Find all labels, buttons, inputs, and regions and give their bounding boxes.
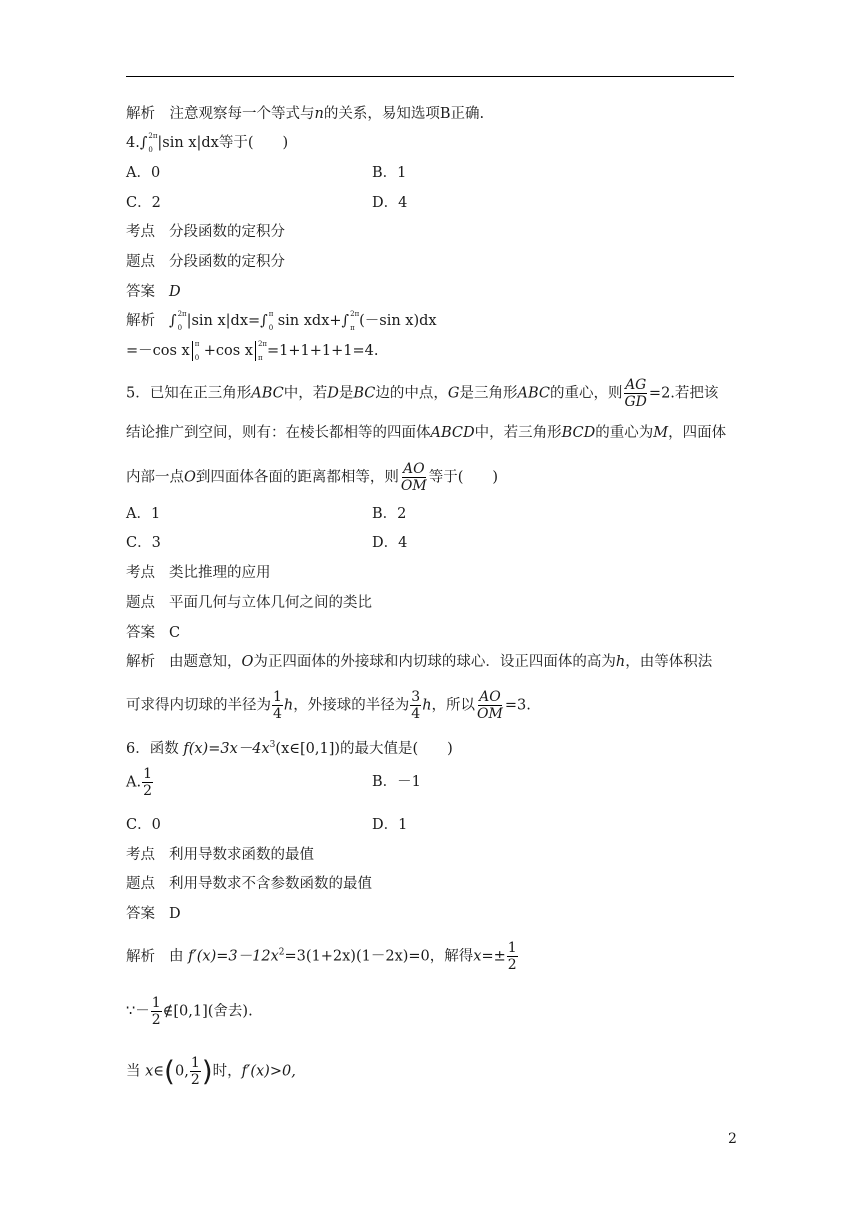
- q5-stem-2: [126, 423, 726, 443]
- q6-option-b: B．－1: [372, 774, 421, 790]
- text: 是三角形: [459, 385, 518, 402]
- text: 5．已知在正三角形: [126, 385, 252, 402]
- q5-stem-1: [126, 377, 718, 410]
- q5-solution-1: [126, 652, 712, 672]
- upper-limit: 2π: [148, 132, 158, 140]
- upper-limit: π: [194, 340, 200, 348]
- label: 解析: [126, 654, 155, 670]
- label: 答案: [126, 625, 155, 641]
- integral-limits: [349, 311, 359, 331]
- q6-answer: [126, 904, 181, 924]
- denominator: 2: [143, 783, 153, 799]
- denominator: OM: [400, 478, 427, 494]
- fraction: [476, 689, 504, 722]
- value: 分段函数的定积分: [169, 254, 285, 270]
- text: ∉[0,1](舍去).: [162, 1003, 253, 1020]
- denominator: 4: [411, 706, 421, 722]
- numerator: 1: [151, 995, 161, 1011]
- numerator: AO: [479, 689, 501, 705]
- var: G: [447, 385, 460, 402]
- label: 答案: [126, 906, 155, 922]
- question-number: 4.: [126, 135, 140, 151]
- q4-tidian: [126, 252, 285, 272]
- integral-limits: [268, 311, 278, 331]
- text: 由题意知，: [169, 654, 242, 670]
- label: A.: [126, 774, 142, 791]
- text: =－cos x: [126, 343, 190, 359]
- label: 考点: [126, 224, 155, 240]
- label: 题点: [126, 254, 155, 270]
- lower-limit: 0: [148, 146, 153, 154]
- q5-option-d: D．4: [372, 535, 408, 551]
- label: 题点: [126, 876, 155, 892]
- q3-solution-line: [126, 104, 484, 124]
- text: (－sin x)dx: [359, 313, 437, 329]
- text: 时，: [212, 1063, 242, 1080]
- text: sin xdx+: [277, 313, 342, 329]
- fraction: [624, 377, 648, 410]
- text: ，四面体: [668, 425, 727, 441]
- integral-sign: ∫: [169, 313, 177, 329]
- value: C: [169, 625, 181, 641]
- text: 解析 注意观察每一个等式与: [126, 106, 315, 122]
- numerator: 1: [190, 1055, 200, 1071]
- text: 是: [338, 385, 354, 402]
- question-text: |sin x|dx等于( ): [157, 135, 289, 151]
- fraction: [142, 766, 153, 799]
- integral-limits: [177, 311, 187, 331]
- header-rule: [126, 76, 734, 77]
- q6-option-c: C．0: [126, 817, 161, 833]
- text: 边的中点，: [375, 385, 448, 402]
- value: D: [169, 284, 181, 300]
- label: 解析: [126, 313, 155, 329]
- text: 中，若三角形: [474, 425, 562, 441]
- q4-stem: [126, 133, 288, 153]
- text: 的关系，易知选项B正确.: [323, 106, 485, 122]
- evaluation-bar: [192, 341, 204, 361]
- denominator: OM: [477, 706, 503, 722]
- text: ，所以: [431, 697, 476, 714]
- right-bracket: ): [201, 1054, 213, 1088]
- text: 6．函数: [126, 740, 179, 757]
- q5-tidian: [126, 593, 372, 613]
- lower-limit: π: [350, 324, 355, 332]
- numerator: 3: [411, 689, 421, 705]
- fraction: [410, 689, 421, 722]
- text: 到四面体各面的距离都相等，则: [195, 469, 399, 486]
- text: 由: [169, 948, 184, 965]
- label: 解析: [126, 948, 155, 965]
- label: 考点: [126, 847, 155, 863]
- lower-limit: 0: [177, 324, 183, 332]
- text: =1+1+1+1=4.: [266, 343, 379, 359]
- value: D: [169, 906, 181, 922]
- upper-limit: 2π: [350, 310, 360, 318]
- value: 分段函数的定积分: [169, 224, 285, 240]
- text: 0,: [174, 1063, 189, 1080]
- text: ，由等体积法: [625, 654, 713, 670]
- text: 的重心为: [595, 425, 654, 441]
- upper-limit: 2π: [177, 310, 187, 318]
- integral-sign: ∫: [260, 313, 268, 329]
- var: M: [653, 425, 669, 441]
- upper-limit: 2π: [257, 340, 268, 348]
- q5-solution-2: [126, 689, 531, 722]
- lower-limit: 0: [194, 354, 200, 362]
- q6-option-d: D．1: [372, 817, 408, 833]
- q5-answer: [126, 623, 180, 643]
- text: 内部一点: [126, 469, 184, 486]
- numerator: AG: [625, 377, 647, 393]
- denominator: 2: [190, 1072, 200, 1088]
- var: D: [327, 385, 339, 402]
- numerator: 1: [273, 689, 282, 705]
- formula: f′(x)>0,: [241, 1063, 296, 1080]
- text: =2.若把该: [648, 385, 719, 402]
- text: 结论推广到空间，则有：在棱长都相等的四面体: [126, 425, 431, 441]
- text: +cos x: [203, 343, 253, 359]
- var: O: [184, 469, 196, 486]
- lower-limit: 0: [268, 324, 274, 332]
- q6-tidian: [126, 874, 372, 894]
- q5-kaodian: [126, 563, 271, 583]
- fraction: [190, 1055, 201, 1088]
- value: 类比推理的应用: [169, 565, 271, 581]
- text: 中，若: [283, 385, 328, 402]
- q6-option-a: [126, 766, 154, 799]
- q4-option-c: C．2: [126, 195, 161, 211]
- denominator: 4: [273, 706, 282, 722]
- q4-answer: [126, 282, 181, 302]
- denominator: 2: [507, 957, 517, 973]
- text: (x∈[0,1])的最大值是( ): [275, 740, 453, 757]
- left-bracket: (: [164, 1054, 175, 1088]
- q4-option-a: A．0: [126, 165, 161, 181]
- q6-solution-3: [126, 1055, 296, 1088]
- value: 利用导数求函数的最值: [169, 847, 314, 863]
- q4-kaodian: [126, 222, 285, 242]
- upper-limit: π: [268, 310, 274, 318]
- text: =3.: [504, 697, 531, 714]
- value: 利用导数求不含参数函数的最值: [169, 876, 372, 892]
- fraction: [272, 689, 283, 722]
- text: =3(1+2x)(1－2x)=0，解得: [284, 948, 474, 965]
- text: ，外接球的半径为: [293, 697, 410, 714]
- denominator: 2: [151, 1012, 161, 1028]
- var: h: [283, 697, 294, 714]
- var-n: n: [314, 106, 324, 122]
- numerator: 1: [143, 766, 153, 782]
- q5-option-a: A．1: [126, 506, 161, 522]
- formula: f′(x)=3－12x: [188, 948, 279, 965]
- q6-solution-1: [126, 940, 519, 973]
- numerator: 1: [507, 940, 517, 956]
- q5-option-c: C．3: [126, 535, 161, 551]
- integral-limits: [147, 133, 157, 153]
- q4-solution-2: [126, 341, 378, 361]
- numerator: AO: [403, 461, 425, 477]
- var: h: [615, 654, 626, 670]
- var: ABC: [251, 385, 284, 402]
- text: 可求得内切球的半径为: [126, 697, 271, 714]
- text: 当: [126, 1063, 141, 1080]
- fraction: [507, 940, 518, 973]
- q6-kaodian: [126, 845, 314, 865]
- fraction: [400, 461, 428, 494]
- var: BC: [353, 385, 376, 402]
- var: h: [422, 697, 432, 714]
- evaluation-bar: [255, 341, 267, 361]
- label: 答案: [126, 284, 155, 300]
- var: O: [241, 654, 254, 670]
- integral-sign: ∫: [139, 135, 148, 151]
- page-number: 2: [728, 1131, 737, 1147]
- text: 等于( ): [428, 469, 499, 486]
- formula: x∈: [145, 1063, 165, 1080]
- integral-sign: ∫: [341, 313, 350, 329]
- label: 题点: [126, 595, 155, 611]
- q4-option-d: D．4: [372, 195, 408, 211]
- formula: f(x)=3x－4x: [183, 740, 270, 757]
- var: ABC: [517, 385, 550, 402]
- q4-solution-1: [126, 311, 437, 331]
- lower-limit: π: [257, 354, 263, 362]
- exponent: 2: [278, 947, 285, 958]
- label: 考点: [126, 565, 155, 581]
- q5-option-b: B．2: [372, 506, 407, 522]
- q6-stem: [126, 735, 453, 759]
- q6-solution-2: [126, 995, 253, 1028]
- fraction: [151, 995, 162, 1028]
- var: BCD: [561, 425, 596, 441]
- exponent: 3: [269, 740, 276, 750]
- denominator: GD: [624, 394, 647, 410]
- text: 的重心，则: [550, 385, 623, 402]
- text: ∵－: [126, 1003, 150, 1020]
- q4-option-b: B．1: [372, 165, 407, 181]
- q5-stem-3: [126, 461, 498, 494]
- text: |sin x|dx=: [186, 313, 261, 329]
- var: ABCD: [430, 425, 475, 441]
- value: 平面几何与立体几何之间的类比: [169, 595, 372, 611]
- text: 为正四面体的外接球和内切球的球心．设正四面体的高为: [253, 654, 616, 670]
- formula: x=±: [473, 948, 506, 965]
